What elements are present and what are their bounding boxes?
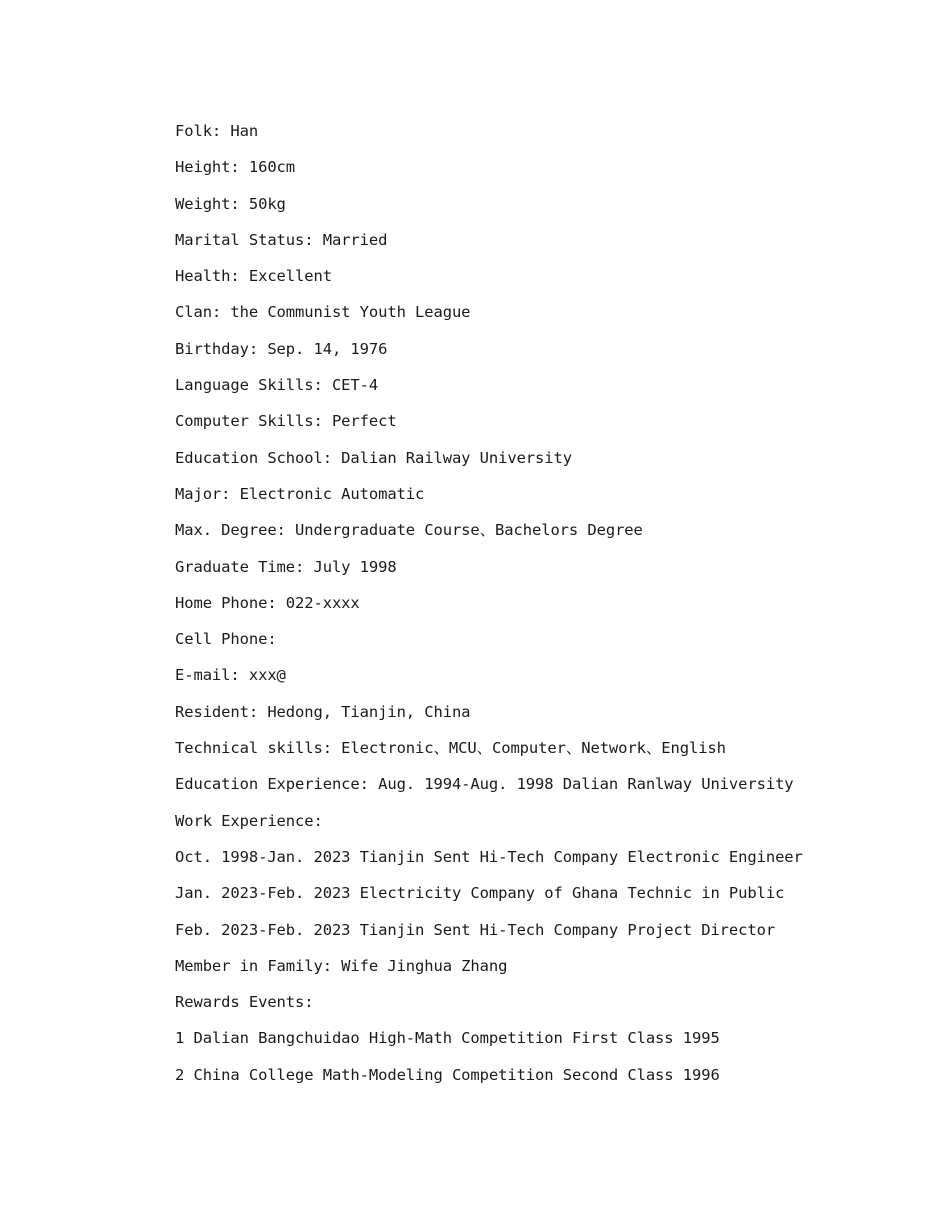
marital-status-line: Marital Status: Married [175, 230, 388, 249]
language-skills-line: Language Skills: CET-4 [175, 376, 379, 395]
major-line: Major: Electronic Automatic [175, 484, 425, 503]
clan-line: Clan: the Communist Youth League [175, 303, 471, 322]
weight-line: Weight: 50kg [175, 194, 286, 213]
graduate-time-line: Graduate Time: July 1998 [175, 557, 397, 576]
education-experience-line: Education Experience: Aug. 1994-Aug. 1998 Dalian Ranlway University [175, 775, 794, 794]
cell-phone-line: Cell Phone: [175, 630, 277, 649]
folk-line: Folk: Han [175, 122, 259, 140]
home-phone-line: Home Phone: 022-xxxx [175, 593, 360, 612]
email-line: E-mail: xxx@ [175, 666, 286, 685]
birthday-line: Birthday: Sep. 14, 1976 [175, 339, 388, 358]
max-degree-line: Max. Degree: Undergraduate Course、Bachelors Degree [175, 521, 643, 540]
work-experience-heading: Work Experience: [175, 811, 323, 830]
work-experience-item: Oct. 1998-Jan. 2023 Tianjin Sent Hi-Tech Company Electronic Engineer [175, 847, 803, 866]
reward-item: 1 Dalian Bangchuidao High-Math Competition First Class 1995 [175, 1029, 720, 1048]
document-body [175, 119, 895, 1099]
work-experience-item: Jan. 2023-Feb. 2023 Electricity Company of Ghana Technic in Public [175, 884, 785, 903]
height-line: Height: 160cm [175, 158, 296, 177]
reward-item: 2 China College Math-Modeling Competition Second Class 1996 [175, 1065, 720, 1084]
family-member-line: Member in Family: Wife Jinghua Zhang [175, 956, 508, 975]
health-line: Health: Excellent [175, 267, 332, 286]
rewards-events-heading: Rewards Events: [175, 993, 314, 1012]
resident-line: Resident: Hedong, Tianjin, China [175, 702, 471, 721]
technical-skills-line: Technical skills: Electronic、MCU、Computer、Network、English [175, 739, 726, 758]
work-experience-item: Feb. 2023-Feb. 2023 Tianjin Sent Hi-Tech Company Project Director [175, 920, 776, 939]
education-school-line: Education School: Dalian Railway University [175, 448, 572, 467]
computer-skills-line: Computer Skills: Perfect [175, 412, 397, 431]
